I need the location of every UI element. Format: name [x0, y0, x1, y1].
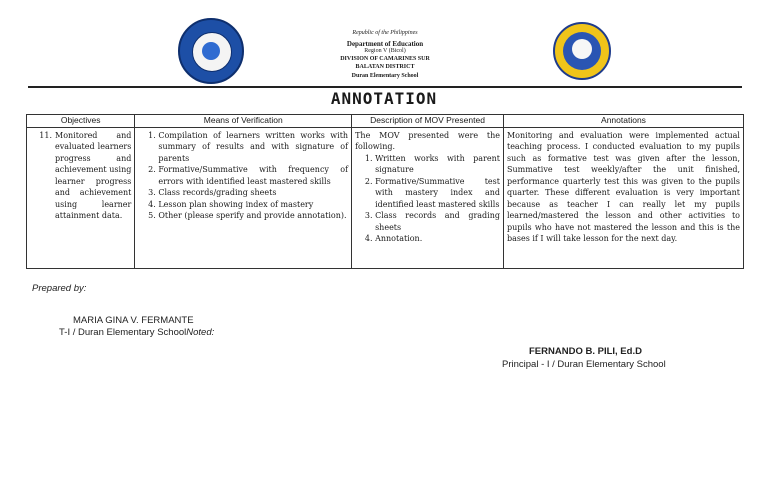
preparer-name: MARIA GINA V. FERMANTE [73, 315, 194, 326]
list-item: 5. Other (please sperify and provide annotation). [158, 210, 348, 222]
noter-position: Principal - I / Duran Elementary School [502, 359, 666, 370]
list-item: 4. Annotation. [375, 233, 500, 245]
header-divider [28, 86, 742, 88]
objective-number: 11. [39, 130, 52, 140]
list-item: 3. Class records/grading sheets [158, 187, 348, 199]
preparer-position: T-I / Duran Elementary School [59, 327, 187, 338]
noted-label: Noted: [186, 327, 215, 338]
school-seal-icon [553, 22, 611, 80]
list-item: 4. Lesson plan showing index of mastery [158, 199, 348, 211]
noter-name: FERNANDO B. PILI, Ed.D [529, 346, 642, 357]
means-list [138, 130, 348, 222]
annotation-cell [503, 127, 743, 268]
annotation-table [26, 114, 744, 269]
list-item: 1. Compilation of learners written works with summary of results and with signature of parents [158, 130, 348, 165]
description-list [355, 153, 500, 245]
header-division: DIVISION OF CAMARINES SUR [340, 56, 430, 62]
header-region: Region V (Bicol) [364, 48, 406, 54]
header-objectives: Objectives [27, 115, 135, 128]
objective-cell [27, 127, 135, 268]
prepared-label: Prepared by: [32, 283, 87, 294]
table-row [27, 127, 744, 268]
page-title: ANNOTATION [330, 89, 438, 108]
preparer-position-line [59, 327, 214, 338]
objective-text: Monitored and evaluated learners progress and achievement using learner progress and achievement using learner attainment data. [55, 130, 132, 220]
header-means: Means of Verification [135, 115, 352, 128]
annotation-text: Monitoring and evaluation were implemented actual teaching process. I conducted evaluation to my pupils such as formative test was given after the lesson, Summative test weekly/after the unit finished, performance quarterly test this was given to the pupils quarter. These different evaluation is very important because as teacher I can really let my pupils learned/mastered the lesson and other activities to pupils who have not mastered the lesson and this is the bases if I will take lesson for the next day. [506, 130, 740, 243]
list-item: 1. Written works with parent signature [375, 153, 500, 176]
table-header-row [27, 115, 744, 128]
header-description: Description of MOV Presented [352, 115, 504, 128]
header-annotations: Annotations [503, 115, 743, 128]
header-republic: Republic of the Philippines [352, 30, 418, 36]
list-item: 2. Formative/Summative test with mastery index and identified least mastered skills [375, 176, 500, 211]
list-item: 2. Formative/Summative with frequency of errors with identified least mastered skills [158, 164, 348, 187]
header-district: BALATAN DISTRICT [355, 64, 415, 70]
description-intro: The MOV presented were the following. [355, 130, 500, 151]
header-department: Department of Education [346, 40, 424, 48]
description-cell [352, 127, 504, 268]
header-school: Duran Elementary School [351, 73, 419, 79]
means-cell [135, 127, 352, 268]
list-item: 3. Class records and grading sheets [375, 210, 500, 233]
